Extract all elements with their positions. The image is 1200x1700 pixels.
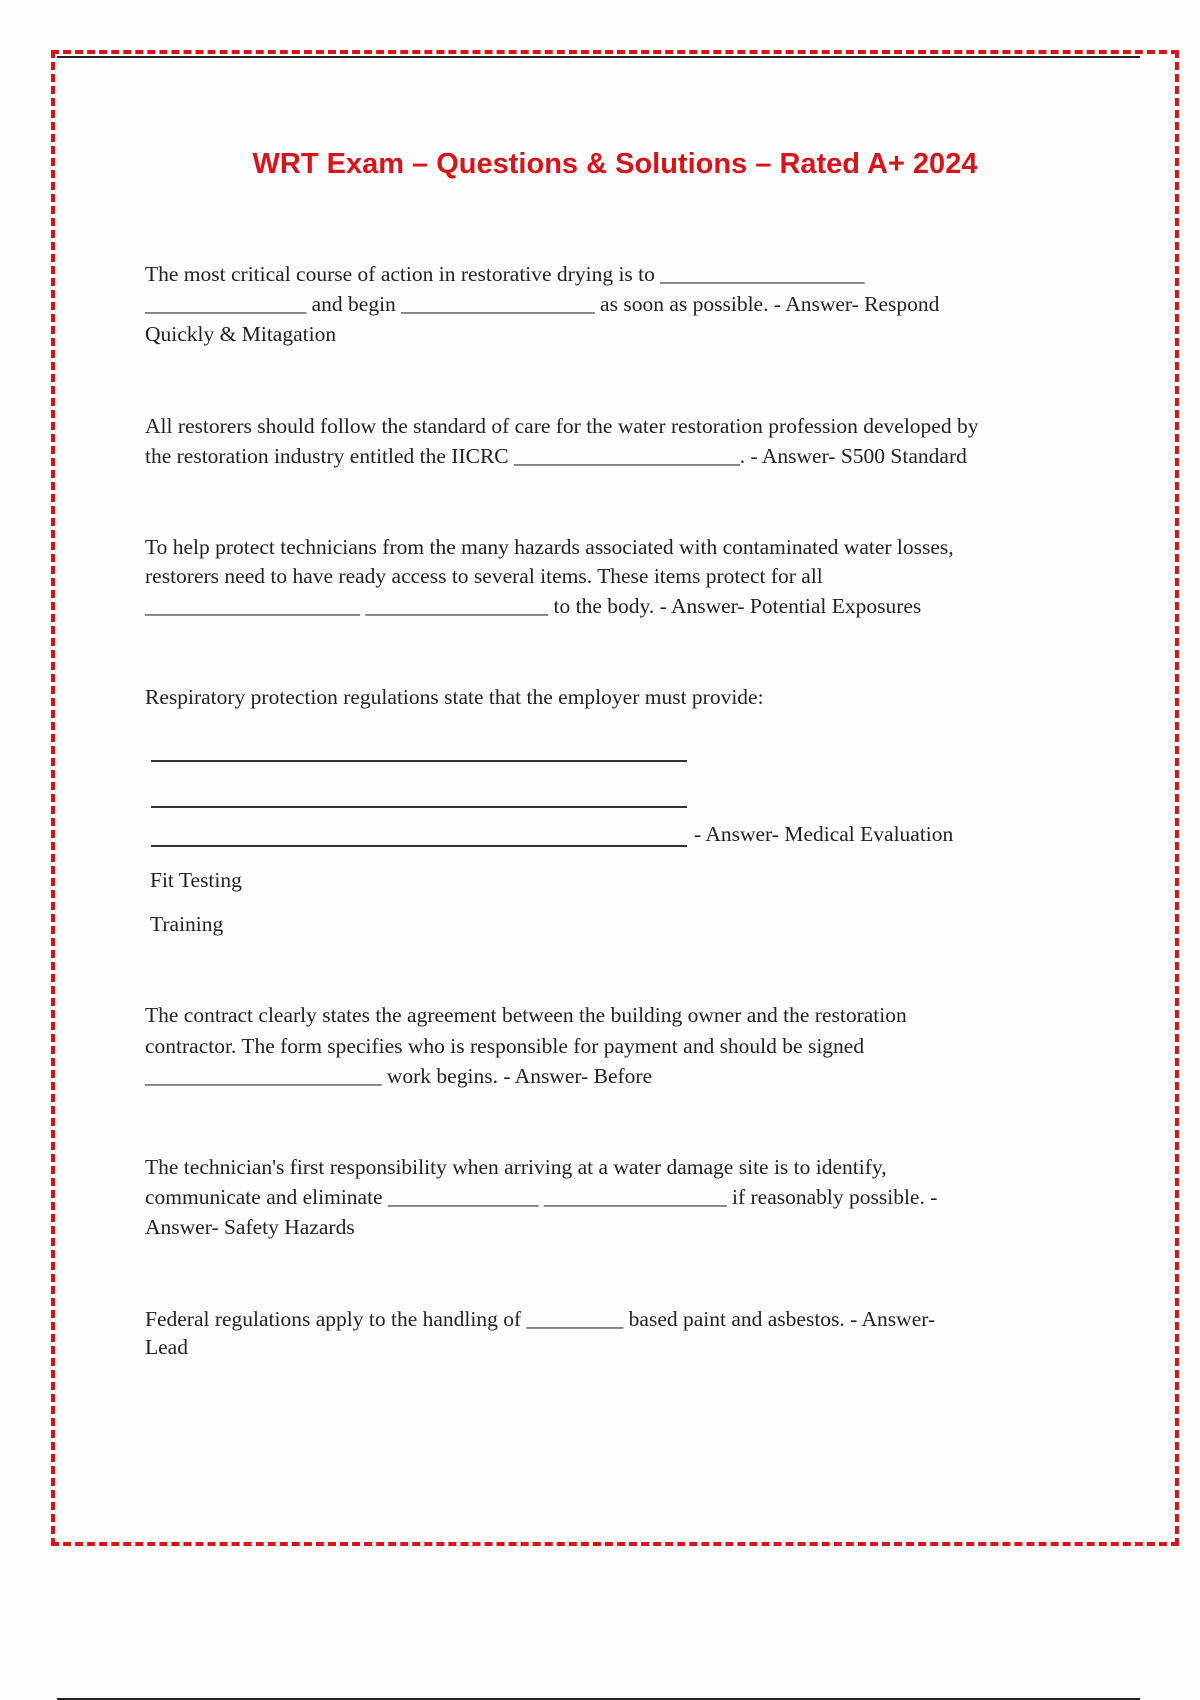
question-text: Answer- Safety Hazards xyxy=(145,1215,355,1239)
question-text: ____________________ _________________ to the body. - Answer- Potential Exposures xyxy=(145,594,922,618)
question-text: The technician's first responsibility when arriving at a water damage site is to identify, xyxy=(145,1155,887,1179)
question-text: All restorers should follow the standard of care for the water restoration profession developed by xyxy=(145,414,979,438)
question-text: contractor. The form specifies who is responsible for payment and should be signed xyxy=(145,1034,865,1058)
answer-blank xyxy=(151,806,687,808)
question-text: restorers need to have ready access to several items. These items protect for all xyxy=(145,564,823,588)
document-title: WRT Exam – Questions & Solutions – Rated A+ 2024 xyxy=(252,148,978,180)
question-text: To help protect technicians from the many hazards associated with contaminated water losses, xyxy=(145,535,954,559)
question-text: Lead xyxy=(145,1335,188,1359)
question-text: the restoration industry entitled the IICRC _____________________. - Answer- S500 Standard xyxy=(145,444,967,468)
question-text: _______________ and begin __________________ as soon as possible. - Answer- Respond xyxy=(145,292,940,316)
question-text: Respiratory protection regulations state that the employer must provide: xyxy=(145,685,764,709)
question-text: The contract clearly states the agreement between the building owner and the restoration xyxy=(145,1003,907,1027)
answer-blank xyxy=(151,845,687,847)
question-text: communicate and eliminate ______________ _________________ if reasonably possible. - xyxy=(145,1185,938,1209)
answer-text: Fit Testing xyxy=(150,868,242,892)
header-rule xyxy=(57,56,1140,58)
question-text: Quickly & Mitagation xyxy=(145,322,337,346)
answer-blank xyxy=(151,760,687,762)
answer-text: Training xyxy=(150,912,224,936)
answer-text: - Answer- Medical Evaluation xyxy=(694,822,954,846)
question-text: Federal regulations apply to the handling of _________ based paint and asbestos. - Answer- xyxy=(145,1307,936,1331)
question-text: The most critical course of action in restorative drying is to ___________________ xyxy=(145,262,865,286)
question-text: ______________________ work begins. - Answer- Before xyxy=(145,1064,653,1088)
